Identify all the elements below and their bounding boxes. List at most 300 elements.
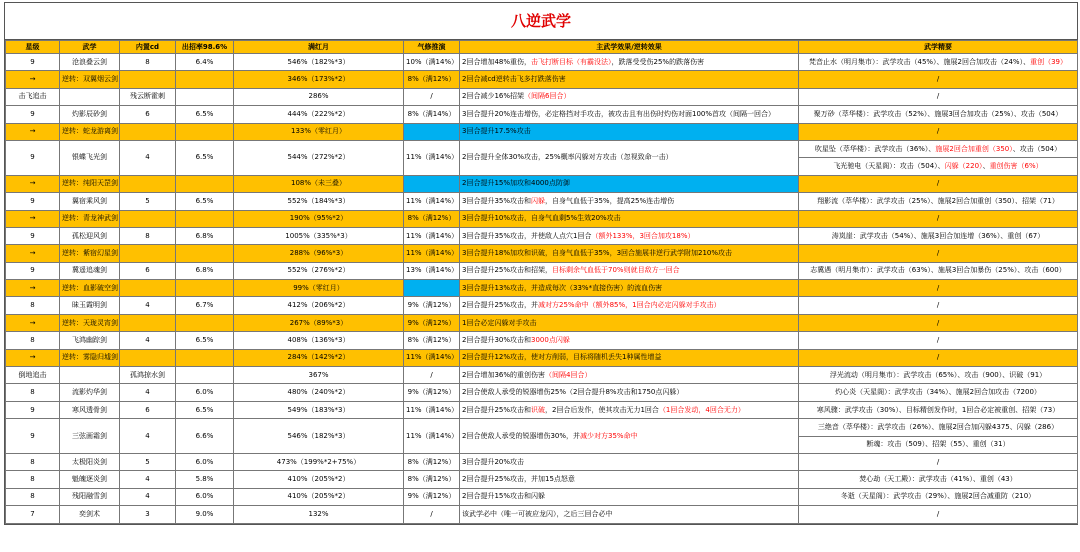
rate-cell: 6.5% [176, 106, 234, 123]
cd-cell: 4 [120, 140, 176, 175]
reversal-row [6, 245, 1078, 262]
red-moon-cell: 544%（272%*2） [234, 140, 404, 175]
sheet-title: 八逆武学 [5, 3, 1077, 40]
text-run: ，自身气血低于35%，提高25%连击增伤 [545, 196, 675, 205]
qi-cell: 9%（满12%） [404, 384, 460, 401]
text-run: 2回合提升全体30%攻击，25%概率闪躲对方攻击（忽视致命一击） [462, 153, 673, 162]
text-run: 2回合使敌人承受的锐器增伤30%，并 [462, 431, 581, 440]
text-run: ，2回合后发作，使其攻击无力1回合 [545, 405, 659, 414]
effect-cell [460, 419, 799, 454]
text-run: 2回合提升30%攻击和 [462, 335, 532, 344]
qi-cell: 11%（满14%） [404, 140, 460, 175]
qi-cell: 9%（满12%） [404, 488, 460, 505]
text-run: 3回合提升13%攻击，并造成每次（33%*直接伤害）的流血伤害 [462, 283, 663, 292]
effect-cell [460, 193, 799, 210]
cd-cell: 3 [120, 506, 176, 523]
text-run: 志冀遇（明月集市）：武学攻击（63%）、施展3回合加暴伤（25%）、攻击（600） [810, 266, 1066, 275]
star-cell: 倒地追击 [6, 367, 60, 384]
table-row [6, 419, 1078, 436]
name-cell: 逆转：双翼烟云剑 [60, 71, 120, 88]
cd-cell: 8 [120, 54, 176, 71]
text-run: / [936, 457, 940, 466]
rate-cell: 6.5% [176, 140, 234, 175]
reversal-row [6, 280, 1078, 297]
star-cell: → [6, 71, 60, 88]
table-row [6, 367, 1078, 384]
qi-cell: 11%（满14%） [404, 245, 460, 262]
reversal-row [6, 349, 1078, 366]
star-cell: 9 [6, 54, 60, 71]
qi-cell: 13%（满14%） [404, 262, 460, 279]
effect-cell [460, 453, 799, 470]
qi-cell [404, 123, 460, 140]
qi-cell: 9%（满12%） [404, 297, 460, 314]
text-run: 2回合增加36%的重创伤害 [462, 370, 546, 379]
text-run: 涛岚崖：武学攻击（54%）、施展3回合加连增（36%）、重创（67） [831, 231, 1045, 240]
text-run: 梵音止水（明月集市）：武学攻击（45%）、施展2回合加攻击（24%）、 [809, 57, 1031, 66]
name-cell: 三弦画霜剑 [60, 419, 120, 454]
table-row [6, 54, 1078, 71]
cd-cell: 6 [120, 401, 176, 418]
red-moon-cell: 408%（136%*3） [234, 332, 404, 349]
text-run: ，跌落受受伤25%的跌落伤害 [611, 57, 705, 66]
text-run: 2回合提升25%攻击和 [462, 405, 532, 414]
red-moon-cell: 546%（182%*3） [234, 54, 404, 71]
name-cell: 寒风透骨剑 [60, 401, 120, 418]
cd-cell [120, 280, 176, 297]
text-run: 吹星坠（萃华楼）：武学攻击（36%）、 [814, 144, 936, 153]
text-run: 寒风骤：武学攻击（30%）、目标精创发作时，1回合必定被重创、招架（73） [816, 405, 1060, 414]
name-cell [60, 88, 120, 105]
cd-cell: 孤鸿掠水剑 [120, 367, 176, 384]
rate-cell: 6.8% [176, 262, 234, 279]
highlight-text: （1回合发动，4回合无力） [658, 405, 745, 414]
rate-cell [176, 123, 234, 140]
text-run: 2回合使敌人承受的锐器增伤25%（2回合提升8%攻击和1750点闪躲） [462, 388, 684, 397]
qi-cell: 8%（满12%） [404, 453, 460, 470]
name-cell: 流影灼华剑 [60, 384, 120, 401]
name-cell: 昧玉霞明剑 [60, 297, 120, 314]
highlight-text: （间隔4回合） [545, 370, 592, 379]
essence-cell [799, 106, 1078, 123]
effect-cell [460, 471, 799, 488]
qi-cell: 11%（满14%） [404, 401, 460, 418]
name-cell: 太极阳炎剑 [60, 453, 120, 470]
qi-cell: / [404, 367, 460, 384]
qi-cell: 11%（满14%） [404, 419, 460, 454]
essence-cell [799, 210, 1078, 227]
text-run: 3回合提升18%加攻和识破，自身气血低于35%，3回合施展非逆行武学附加210%攻击 [462, 248, 733, 257]
table-row [6, 227, 1078, 244]
rate-cell [176, 71, 234, 88]
cd-cell: 6 [120, 106, 176, 123]
text-run: 2回合减少16%招架 [462, 92, 525, 101]
rate-cell: 6.5% [176, 401, 234, 418]
name-cell: 残阳融雪剑 [60, 488, 120, 505]
text-run: 1回合必定闪躲对手攻击 [462, 318, 537, 327]
rate-cell: 6.6% [176, 419, 234, 454]
essence-cell [799, 419, 1078, 436]
star-cell: → [6, 245, 60, 262]
text-run: / [936, 92, 940, 101]
text-run: / [936, 301, 940, 310]
essence-cell [799, 367, 1078, 384]
rate-cell: 6.5% [176, 193, 234, 210]
star-cell: 7 [6, 506, 60, 523]
effect-cell [460, 245, 799, 262]
name-cell: 银蝶飞光剑 [60, 140, 120, 175]
rate-cell: 6.0% [176, 488, 234, 505]
cd-cell: 4 [120, 471, 176, 488]
essence-cell [799, 314, 1078, 331]
text-run: 三绝音（萃华楼）：武学攻击（26%）、施展2回合加闪躲4375、闪躲（286） [817, 422, 1059, 431]
table-row [6, 384, 1078, 401]
rate-cell: 6.4% [176, 54, 234, 71]
highlight-text: 3000点闪躲 [531, 335, 570, 344]
cd-cell: 4 [120, 297, 176, 314]
qi-cell: 8%（满12%） [404, 332, 460, 349]
star-cell: 8 [6, 488, 60, 505]
qi-cell [404, 280, 460, 297]
star-cell: → [6, 210, 60, 227]
text-run: 、 [982, 162, 990, 171]
essence-cell [799, 227, 1078, 244]
star-cell: → [6, 314, 60, 331]
martial-arts-table [5, 40, 1078, 524]
reversal-row [6, 175, 1078, 192]
essence-cell [799, 123, 1078, 140]
highlight-text: （间隔6回合） [524, 92, 571, 101]
red-moon-cell: 412%（206%*2） [234, 297, 404, 314]
essence-cell [799, 245, 1078, 262]
essence-cell [799, 88, 1078, 105]
red-moon-cell: 410%（205%*2） [234, 471, 404, 488]
essence-cell [799, 471, 1078, 488]
essence-cell [799, 193, 1078, 210]
rate-cell [176, 245, 234, 262]
cd-cell: 8 [120, 227, 176, 244]
table-row [6, 88, 1078, 105]
cd-cell [120, 314, 176, 331]
essence-cell [799, 436, 1078, 453]
qi-cell: 8%（满14%） [404, 106, 460, 123]
red-moon-cell: 480%（240%*2） [234, 384, 404, 401]
star-cell: → [6, 349, 60, 366]
essence-cell [799, 262, 1078, 279]
qi-cell: 8%（满12%） [404, 471, 460, 488]
effect-cell [460, 401, 799, 418]
name-cell: 逆转：紫宿幻星剑 [60, 245, 120, 262]
rate-cell [176, 349, 234, 366]
highlight-text: 施展2回合加重创（350） [935, 144, 1013, 153]
text-run: 2回合减cd逆转击飞多打跌落伤害 [462, 75, 566, 84]
essence-cell [799, 297, 1078, 314]
table-row [6, 506, 1078, 523]
text-run: 聚万砂（萃华楼）：武学攻击（52%）、施展3回合加攻击（25%）、攻击（504） [813, 109, 1063, 118]
star-cell: → [6, 123, 60, 140]
red-moon-cell: 444%（222%*2） [234, 106, 404, 123]
qi-cell [404, 175, 460, 192]
essence-cell [799, 401, 1078, 418]
star-cell: 8 [6, 471, 60, 488]
essence-cell [799, 280, 1078, 297]
text-run: 2回合提升25%攻击，并 [462, 301, 539, 310]
text-run: 3回合提升25%攻击和招架， [462, 266, 553, 275]
name-cell: 孤松迎风剑 [60, 227, 120, 244]
text-run: 飞光驰电（天星阁）：攻击（504）、 [833, 162, 945, 171]
name-cell: 沧浪叠云剑 [60, 54, 120, 71]
effect-cell [460, 262, 799, 279]
text-run: 3回合提升35%攻击，并使敌人点穴1回合 [462, 231, 592, 240]
header-qi: 气修推演 [404, 41, 460, 54]
red-moon-cell: 552%（276%*2） [234, 262, 404, 279]
text-run: 2回合提升12%攻击，使对方削弱，目标将随机丢失1种属性增益 [462, 353, 662, 362]
qi-cell: 8%（满12%） [404, 71, 460, 88]
name-cell: 奕剑术 [60, 506, 120, 523]
essence-cell [799, 332, 1078, 349]
rate-cell [176, 210, 234, 227]
effect-cell [460, 175, 799, 192]
text-run: 3回合提升10%攻击，自身气血剩5%生效20%攻击 [462, 214, 621, 223]
text-run: 冬逝（天星阁）：武学攻击（29%）、施展2回合减重防（210） [840, 492, 1036, 501]
star-cell: → [6, 280, 60, 297]
text-run: / [936, 509, 940, 518]
text-run: / [936, 248, 940, 257]
red-moon-cell: 410%（205%*2） [234, 488, 404, 505]
text-run: 焚心劫（天工殿）：武学攻击（41%）、重创（43） [859, 475, 1017, 484]
text-run: / [936, 214, 940, 223]
rate-cell [176, 175, 234, 192]
text-run: 2回合增加48%重伤， [462, 57, 532, 66]
table-row [6, 140, 1078, 157]
cd-cell [120, 245, 176, 262]
highlight-text: 重创伤害（6%） [989, 162, 1043, 171]
table-row [6, 453, 1078, 470]
name-cell: 逆转：纯阳天罡剑 [60, 175, 120, 192]
rate-cell: 6.7% [176, 297, 234, 314]
name-cell: 魁魄逐炎剑 [60, 471, 120, 488]
qi-cell: 10%（满14%） [404, 54, 460, 71]
red-moon-cell: 546%（182%*3） [234, 419, 404, 454]
essence-cell [799, 488, 1078, 505]
reversal-row [6, 314, 1078, 331]
effect-cell [460, 349, 799, 366]
cd-cell [120, 210, 176, 227]
text-run: / [936, 318, 940, 327]
cd-cell: 4 [120, 419, 176, 454]
text-run: 3回合提升20%连击增伤，必定格挡对手攻击，被攻击且有出伤时灼伤对面100%首攻（间隔一回合） [462, 109, 776, 118]
reversal-row [6, 71, 1078, 88]
star-cell: 9 [6, 401, 60, 418]
essence-cell [799, 453, 1078, 470]
text-run: 3回合提升20%攻击 [462, 457, 525, 466]
rate-cell: 9.0% [176, 506, 234, 523]
header-star: 星级 [6, 41, 60, 54]
text-run: / [936, 75, 940, 84]
highlight-text: 识破 [531, 405, 546, 414]
header-row [6, 41, 1078, 54]
cd-cell: 5 [120, 453, 176, 470]
header-effect: 主武学效果/逆转效果 [460, 41, 799, 54]
red-moon-cell: 99%（零红月） [234, 280, 404, 297]
rate-cell: 6.0% [176, 384, 234, 401]
effect-cell [460, 54, 799, 71]
essence-cell [799, 506, 1078, 523]
red-moon-cell: 267%（89%*3） [234, 314, 404, 331]
header-cd: 内置cd [120, 41, 176, 54]
highlight-text: 闪躲（220） [944, 162, 983, 171]
name-cell: 逆转：雾隐归墟剑 [60, 349, 120, 366]
name-cell: 飞鸿幽踪剑 [60, 332, 120, 349]
star-cell: 8 [6, 332, 60, 349]
name-cell [60, 367, 120, 384]
star-cell: 9 [6, 106, 60, 123]
essence-cell [799, 384, 1078, 401]
table-row [6, 106, 1078, 123]
red-moon-cell: 367% [234, 367, 404, 384]
highlight-text: 减少对方35%命中 [580, 431, 638, 440]
cd-cell [120, 71, 176, 88]
table-row [6, 488, 1078, 505]
text-run: 浮光流动（明月集市）：武学攻击（65%）、攻击（900）、识破（91） [829, 370, 1047, 379]
header-rate: 出招率98.6% [176, 41, 234, 54]
star-cell: 8 [6, 453, 60, 470]
header-name: 武学 [60, 41, 120, 54]
text-run: 3回合提升17.5%攻击 [462, 127, 531, 136]
red-moon-cell: 552%（184%*3） [234, 193, 404, 210]
header-essence: 武学精要 [799, 41, 1078, 54]
text-run: 断魂：攻击（509）、招架（55）、重创（31） [866, 440, 1010, 449]
rate-cell [176, 88, 234, 105]
essence-cell [799, 158, 1078, 175]
rate-cell [176, 280, 234, 297]
name-cell: 逆转：蛇龙游离剑 [60, 123, 120, 140]
star-cell: 9 [6, 262, 60, 279]
red-moon-cell: 1005%（335%*3） [234, 227, 404, 244]
table-row [6, 193, 1078, 210]
name-cell: 灼影辰砂剑 [60, 106, 120, 123]
effect-cell [460, 88, 799, 105]
qi-cell: 11%（满14%） [404, 227, 460, 244]
qi-cell: 9%（满12%） [404, 314, 460, 331]
text-run: 该武学必中（唯一可被应龙闪），之后三回合必中 [462, 509, 613, 518]
text-run: / [936, 127, 940, 136]
effect-cell [460, 384, 799, 401]
red-moon-cell: 346%（173%*2） [234, 71, 404, 88]
spreadsheet [4, 2, 1078, 525]
highlight-text: 重创（39） [1030, 57, 1067, 66]
header-red-moon: 满红月 [234, 41, 404, 54]
star-cell: 8 [6, 384, 60, 401]
qi-cell: 8%（满12%） [404, 210, 460, 227]
effect-cell [460, 106, 799, 123]
essence-cell [799, 175, 1078, 192]
effect-cell [460, 210, 799, 227]
red-moon-cell: 286% [234, 88, 404, 105]
effect-cell [460, 314, 799, 331]
rate-cell: 6.8% [176, 227, 234, 244]
reversal-row [6, 210, 1078, 227]
cd-cell: 4 [120, 384, 176, 401]
table-row [6, 401, 1078, 418]
star-cell: → [6, 175, 60, 192]
table-row [6, 332, 1078, 349]
red-moon-cell: 108%（未三叠） [234, 175, 404, 192]
highlight-text: 目标剩余气血低于70%则就目敌方一回合 [552, 266, 680, 275]
qi-cell: 11%（满14%） [404, 193, 460, 210]
red-moon-cell: 549%（183%*3） [234, 401, 404, 418]
table-row [6, 262, 1078, 279]
essence-cell [799, 349, 1078, 366]
effect-cell [460, 367, 799, 384]
name-cell: 翼宿乘风剑 [60, 193, 120, 210]
cd-cell [120, 175, 176, 192]
red-moon-cell: 190%（95%*2） [234, 210, 404, 227]
cd-cell: 5 [120, 193, 176, 210]
essence-cell [799, 71, 1078, 88]
star-cell: 9 [6, 193, 60, 210]
rate-cell [176, 367, 234, 384]
effect-cell [460, 488, 799, 505]
highlight-text: （额外133%，3回合加攻18%） [591, 231, 695, 240]
reversal-row [6, 123, 1078, 140]
red-moon-cell: 133%（零红月） [234, 123, 404, 140]
text-run: 2回合提升25%攻击，并加15点怒意 [462, 475, 575, 484]
text-run: / [936, 283, 940, 292]
effect-cell [460, 227, 799, 244]
qi-cell: / [404, 88, 460, 105]
effect-cell [460, 123, 799, 140]
star-cell: 9 [6, 227, 60, 244]
text-run: 翔影流（萃华楼）：武学攻击（25%）、施展2回合加重创（350）、招架（71） [817, 196, 1059, 205]
red-moon-cell: 288%（96%*3） [234, 245, 404, 262]
name-cell: 冀遥追魂剑 [60, 262, 120, 279]
essence-cell [799, 54, 1078, 71]
red-moon-cell: 473%（199%*2+75%） [234, 453, 404, 470]
text-run: / [936, 335, 940, 344]
effect-cell [460, 71, 799, 88]
text-run: / [936, 179, 940, 188]
red-moon-cell: 132% [234, 506, 404, 523]
text-run: 、攻击（504） [1012, 144, 1062, 153]
text-run: 3回合提升35%攻击和 [462, 196, 532, 205]
star-cell: 9 [6, 419, 60, 454]
red-moon-cell: 284%（142%*2） [234, 349, 404, 366]
essence-cell [799, 140, 1078, 157]
rate-cell: 6.5% [176, 332, 234, 349]
star-cell: 8 [6, 297, 60, 314]
table-row [6, 471, 1078, 488]
name-cell: 逆转：血影破空剑 [60, 280, 120, 297]
qi-cell: / [404, 506, 460, 523]
cd-cell [120, 123, 176, 140]
rate-cell: 6.0% [176, 453, 234, 470]
cd-cell: 6 [120, 262, 176, 279]
name-cell: 逆转：天珑灵宵剑 [60, 314, 120, 331]
star-cell: 击飞追击 [6, 88, 60, 105]
effect-cell [460, 506, 799, 523]
table-row [6, 297, 1078, 314]
name-cell: 逆转：青龙神武剑 [60, 210, 120, 227]
qi-cell: 11%（满14%） [404, 349, 460, 366]
effect-cell [460, 280, 799, 297]
rate-cell: 5.8% [176, 471, 234, 488]
text-run: 2回合提升15%攻击和闪躲 [462, 492, 546, 501]
text-run: 2回合提升15%加攻和4000点防御 [462, 179, 570, 188]
cd-cell: 残云断霍刺 [120, 88, 176, 105]
effect-cell [460, 297, 799, 314]
highlight-text: 减对方25%命中（额外85%，1回合内必定闪躲对手攻击） [538, 301, 721, 310]
